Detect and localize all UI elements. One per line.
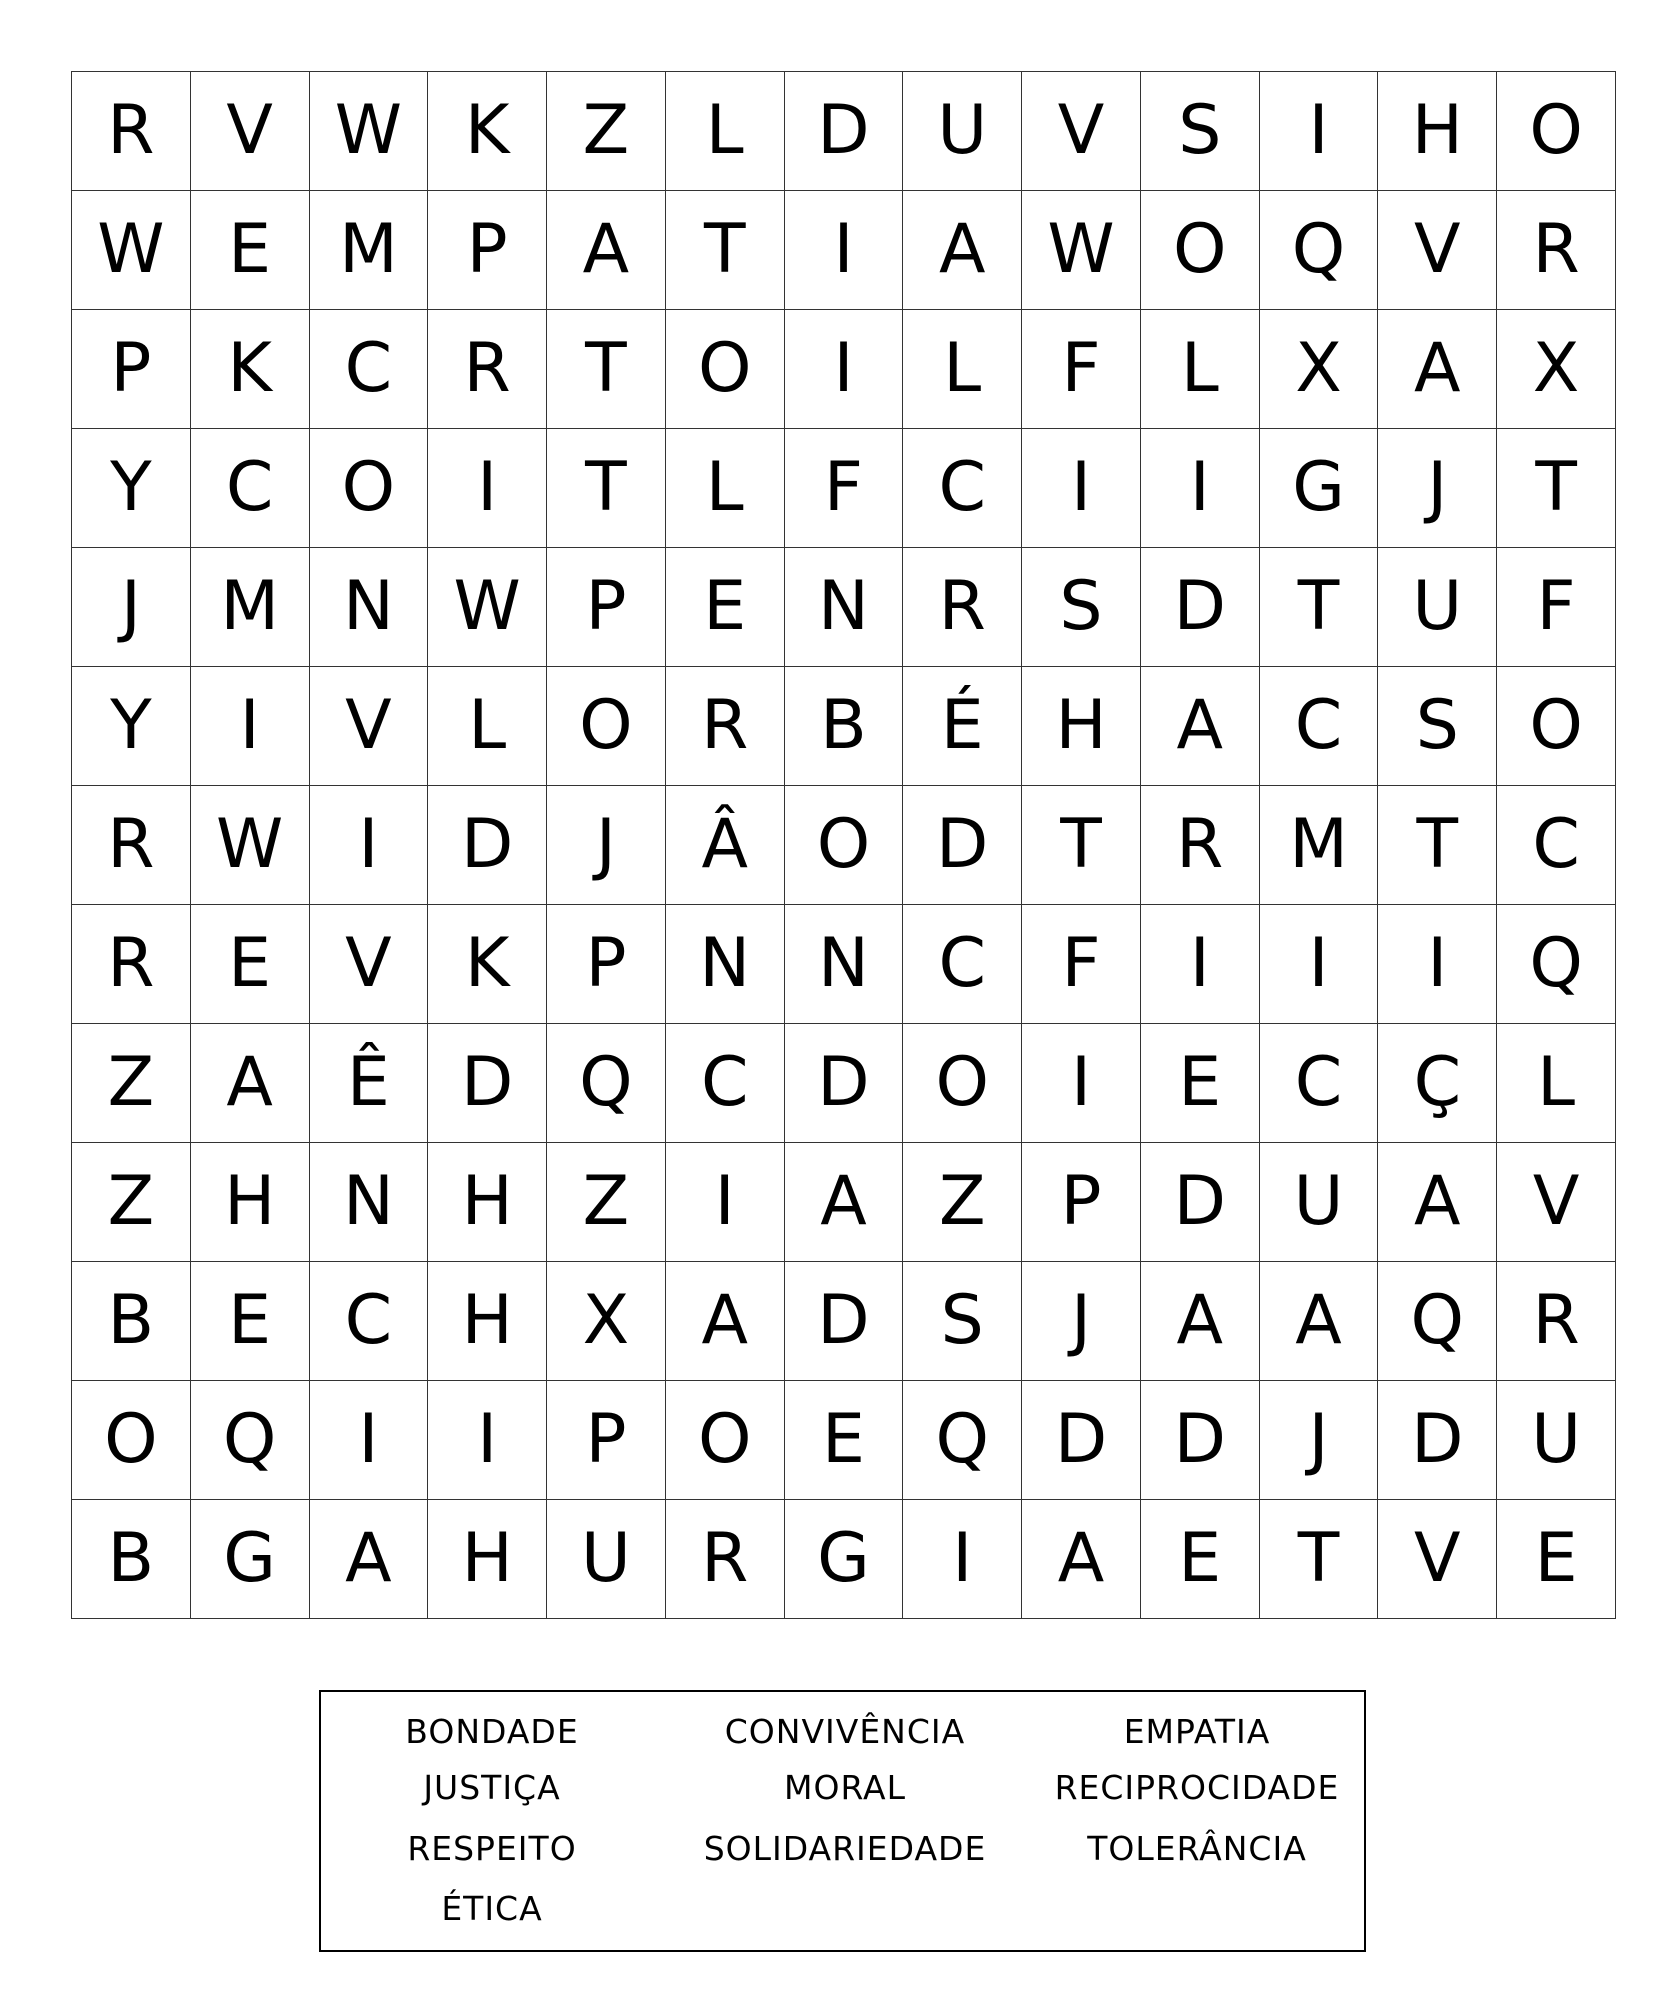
grid-cell[interactable]: R — [665, 1500, 784, 1619]
grid-cell[interactable]: S — [1140, 72, 1259, 191]
grid-cell[interactable]: C — [190, 429, 309, 548]
grid-cell[interactable]: W — [428, 548, 547, 667]
word-list-item: BONDADE — [405, 1712, 579, 1751]
grid-cell[interactable]: P — [547, 548, 666, 667]
grid-cell[interactable]: R — [72, 72, 191, 191]
grid-cell[interactable]: O — [1497, 72, 1616, 191]
grid-cell[interactable]: I — [428, 1381, 547, 1500]
grid-cell[interactable]: Q — [190, 1381, 309, 1500]
grid-cell[interactable]: K — [428, 72, 547, 191]
grid-cell[interactable]: Z — [547, 72, 666, 191]
grid-cell[interactable]: Q — [1497, 905, 1616, 1024]
grid-cell[interactable]: V — [1022, 72, 1141, 191]
grid-cell[interactable]: W — [309, 72, 428, 191]
grid-row — [72, 1381, 1616, 1500]
grid-row — [72, 1024, 1616, 1143]
grid-cell[interactable]: U — [1497, 1381, 1616, 1500]
grid-cell[interactable]: I — [1140, 429, 1259, 548]
grid-cell[interactable]: E — [1497, 1500, 1616, 1619]
grid-cell[interactable]: B — [784, 667, 903, 786]
grid-cell[interactable]: J — [1378, 429, 1497, 548]
grid-cell[interactable]: Y — [72, 667, 191, 786]
grid-cell[interactable]: H — [428, 1262, 547, 1381]
grid-cell[interactable]: N — [784, 905, 903, 1024]
grid-cell[interactable]: G — [1259, 429, 1378, 548]
grid-cell[interactable]: R — [72, 786, 191, 905]
grid-cell[interactable]: N — [309, 1143, 428, 1262]
grid-cell[interactable]: C — [903, 429, 1022, 548]
grid-cell[interactable]: M — [1259, 786, 1378, 905]
grid-cell[interactable]: I — [903, 1500, 1022, 1619]
grid-cell[interactable]: L — [1140, 310, 1259, 429]
grid-cell[interactable]: U — [547, 1500, 666, 1619]
grid-cell[interactable]: F — [1022, 310, 1141, 429]
grid-cell[interactable]: H — [190, 1143, 309, 1262]
grid-cell[interactable]: L — [903, 310, 1022, 429]
grid-cell[interactable]: E — [190, 1262, 309, 1381]
grid-cell[interactable]: O — [665, 310, 784, 429]
grid-cell[interactable]: V — [309, 905, 428, 1024]
grid-cell[interactable]: T — [1022, 786, 1141, 905]
grid-cell[interactable]: E — [1140, 1024, 1259, 1143]
grid-cell[interactable]: Q — [903, 1381, 1022, 1500]
grid-cell[interactable]: D — [1140, 1143, 1259, 1262]
grid-cell[interactable]: D — [428, 786, 547, 905]
grid-cell[interactable]: V — [1497, 1143, 1616, 1262]
grid-cell[interactable]: U — [903, 72, 1022, 191]
grid-cell[interactable]: R — [72, 905, 191, 1024]
grid-cell[interactable]: I — [1259, 905, 1378, 1024]
grid-cell[interactable]: O — [547, 667, 666, 786]
grid-cell[interactable]: B — [72, 1500, 191, 1619]
grid-cell[interactable]: M — [190, 548, 309, 667]
grid-cell[interactable]: I — [665, 1143, 784, 1262]
grid-cell[interactable]: I — [309, 1381, 428, 1500]
grid-cell[interactable]: L — [428, 667, 547, 786]
word-list-item: CONVIVÊNCIA — [724, 1712, 966, 1751]
grid-cell[interactable]: A — [1022, 1500, 1141, 1619]
grid-cell[interactable]: A — [1378, 310, 1497, 429]
grid-cell[interactable]: J — [1022, 1262, 1141, 1381]
grid-row — [72, 667, 1616, 786]
word-list-item: MORAL — [784, 1768, 906, 1807]
grid-cell[interactable]: T — [1259, 548, 1378, 667]
grid-cell[interactable]: R — [1140, 786, 1259, 905]
grid-cell[interactable]: W — [1022, 191, 1141, 310]
grid-cell[interactable]: P — [547, 905, 666, 1024]
grid-cell[interactable]: Â — [665, 786, 784, 905]
grid-cell[interactable]: O — [665, 1381, 784, 1500]
grid-cell[interactable]: A — [1259, 1262, 1378, 1381]
word-list-item: JUSTIÇA — [423, 1768, 561, 1807]
grid-cell[interactable]: U — [1259, 1143, 1378, 1262]
grid-cell[interactable]: H — [1022, 667, 1141, 786]
grid-cell[interactable]: D — [784, 1024, 903, 1143]
grid-cell[interactable]: I — [1022, 1024, 1141, 1143]
grid-cell[interactable]: P — [428, 191, 547, 310]
grid-cell[interactable]: T — [1497, 429, 1616, 548]
grid-cell[interactable]: L — [665, 72, 784, 191]
word-list-item: ÉTICA — [441, 1889, 543, 1928]
grid-cell[interactable]: R — [1497, 1262, 1616, 1381]
grid-cell[interactable]: Ç — [1378, 1024, 1497, 1143]
grid-cell[interactable]: Q — [1378, 1262, 1497, 1381]
grid-cell[interactable]: W — [190, 786, 309, 905]
word-list-box — [319, 1690, 1366, 1952]
grid-cell[interactable]: D — [1378, 1381, 1497, 1500]
grid-cell[interactable]: G — [784, 1500, 903, 1619]
grid-cell[interactable]: A — [1140, 1262, 1259, 1381]
grid-cell[interactable]: D — [784, 72, 903, 191]
grid-cell[interactable]: T — [1259, 1500, 1378, 1619]
grid-cell[interactable]: V — [1378, 1500, 1497, 1619]
grid-cell[interactable]: E — [190, 191, 309, 310]
grid-cell[interactable]: R — [1497, 191, 1616, 310]
grid-cell[interactable]: R — [665, 667, 784, 786]
grid-row — [72, 1262, 1616, 1381]
grid-cell[interactable]: P — [72, 310, 191, 429]
grid-row — [72, 310, 1616, 429]
grid-cell[interactable]: L — [665, 429, 784, 548]
grid-cell[interactable]: E — [784, 1381, 903, 1500]
grid-row — [72, 72, 1616, 191]
grid-cell[interactable]: E — [190, 905, 309, 1024]
grid-cell[interactable]: Z — [72, 1024, 191, 1143]
grid-cell[interactable]: H — [428, 1500, 547, 1619]
grid-row — [72, 1143, 1616, 1262]
grid-cell[interactable]: D — [784, 1262, 903, 1381]
grid-cell[interactable]: A — [784, 1143, 903, 1262]
grid-row — [72, 429, 1616, 548]
grid-cell[interactable]: A — [1140, 667, 1259, 786]
grid-cell[interactable]: Q — [547, 1024, 666, 1143]
grid-cell[interactable]: I — [1259, 72, 1378, 191]
letter-grid — [71, 71, 1616, 1619]
grid-cell[interactable]: H — [428, 1143, 547, 1262]
grid-cell[interactable]: I — [784, 310, 903, 429]
grid-cell[interactable]: Z — [903, 1143, 1022, 1262]
grid-cell[interactable]: C — [1259, 1024, 1378, 1143]
grid-cell[interactable]: X — [1259, 310, 1378, 429]
grid-cell[interactable]: K — [190, 310, 309, 429]
grid-cell[interactable]: T — [547, 310, 666, 429]
grid-cell[interactable]: Z — [547, 1143, 666, 1262]
grid-cell[interactable]: X — [547, 1262, 666, 1381]
grid-cell[interactable]: E — [665, 548, 784, 667]
grid-cell[interactable]: C — [903, 905, 1022, 1024]
grid-cell[interactable]: A — [1378, 1143, 1497, 1262]
grid-cell[interactable]: C — [665, 1024, 784, 1143]
grid-cell[interactable]: X — [1497, 310, 1616, 429]
word-list-item: TOLERÂNCIA — [1087, 1829, 1307, 1868]
grid-cell[interactable]: Q — [1259, 191, 1378, 310]
grid-cell[interactable]: M — [309, 191, 428, 310]
grid-cell[interactable]: V — [309, 667, 428, 786]
grid-cell[interactable]: R — [903, 548, 1022, 667]
grid-cell[interactable]: I — [784, 191, 903, 310]
grid-cell[interactable]: T — [547, 429, 666, 548]
grid-cell[interactable]: N — [784, 548, 903, 667]
grid-cell[interactable]: C — [1497, 786, 1616, 905]
grid-row — [72, 905, 1616, 1024]
grid-cell[interactable]: I — [1140, 905, 1259, 1024]
grid-cell[interactable]: T — [1378, 786, 1497, 905]
grid-cell[interactable]: O — [784, 786, 903, 905]
word-list-item: SOLIDARIEDADE — [703, 1829, 987, 1868]
grid-cell[interactable]: R — [428, 310, 547, 429]
grid-cell[interactable]: G — [190, 1500, 309, 1619]
grid-cell[interactable]: É — [903, 667, 1022, 786]
grid-cell[interactable]: I — [190, 667, 309, 786]
word-list-item: RECIPROCIDADE — [1054, 1768, 1340, 1807]
grid-cell[interactable]: O — [1140, 191, 1259, 310]
grid-cell[interactable]: V — [1378, 191, 1497, 310]
grid-row — [72, 1500, 1616, 1619]
grid-cell[interactable]: A — [309, 1500, 428, 1619]
grid-cell[interactable]: O — [1497, 667, 1616, 786]
grid-cell[interactable]: J — [547, 786, 666, 905]
grid-row — [72, 548, 1616, 667]
word-list-item: RESPEITO — [407, 1829, 577, 1868]
grid-cell[interactable]: J — [72, 548, 191, 667]
grid-cell[interactable]: T — [665, 191, 784, 310]
grid-cell[interactable]: H — [1378, 72, 1497, 191]
grid-cell[interactable]: B — [72, 1262, 191, 1381]
grid-cell[interactable]: F — [1497, 548, 1616, 667]
grid-cell[interactable]: D — [903, 786, 1022, 905]
grid-cell[interactable]: D — [428, 1024, 547, 1143]
grid-cell[interactable]: N — [665, 905, 784, 1024]
grid-cell[interactable]: C — [309, 310, 428, 429]
grid-cell[interactable]: A — [903, 191, 1022, 310]
grid-cell[interactable]: O — [903, 1024, 1022, 1143]
grid-cell[interactable]: F — [784, 429, 903, 548]
grid-cell[interactable]: A — [547, 191, 666, 310]
grid-cell[interactable]: W — [72, 191, 191, 310]
grid-cell[interactable]: A — [190, 1024, 309, 1143]
grid-row — [72, 786, 1616, 905]
grid-cell[interactable]: P — [1022, 1143, 1141, 1262]
grid-cell[interactable]: A — [665, 1262, 784, 1381]
grid-cell[interactable]: F — [1022, 905, 1141, 1024]
grid-cell[interactable]: P — [547, 1381, 666, 1500]
grid-cell[interactable]: I — [1022, 429, 1141, 548]
grid-row — [72, 191, 1616, 310]
grid-cell[interactable]: Ê — [309, 1024, 428, 1143]
grid-cell[interactable]: I — [309, 786, 428, 905]
grid-cell[interactable]: E — [1140, 1500, 1259, 1619]
grid-cell[interactable]: K — [428, 905, 547, 1024]
grid-cell[interactable]: Y — [72, 429, 191, 548]
grid-cell[interactable]: I — [1378, 905, 1497, 1024]
word-list-item: EMPATIA — [1123, 1712, 1271, 1751]
grid-cell[interactable]: D — [1140, 1381, 1259, 1500]
grid-cell[interactable]: O — [72, 1381, 191, 1500]
grid-cell[interactable]: V — [190, 72, 309, 191]
grid-cell[interactable]: U — [1378, 548, 1497, 667]
grid-cell[interactable]: C — [1259, 667, 1378, 786]
grid-cell[interactable]: S — [903, 1262, 1022, 1381]
grid-cell[interactable]: D — [1022, 1381, 1141, 1500]
grid-cell[interactable]: L — [1497, 1024, 1616, 1143]
grid-cell[interactable]: O — [309, 429, 428, 548]
grid-cell[interactable]: S — [1378, 667, 1497, 786]
grid-cell[interactable]: Z — [72, 1143, 191, 1262]
grid-cell[interactable]: S — [1022, 548, 1141, 667]
grid-cell[interactable]: N — [309, 548, 428, 667]
grid-cell[interactable]: D — [1140, 548, 1259, 667]
grid-cell[interactable]: J — [1259, 1381, 1378, 1500]
grid-cell[interactable]: I — [428, 429, 547, 548]
grid-cell[interactable]: C — [309, 1262, 428, 1381]
